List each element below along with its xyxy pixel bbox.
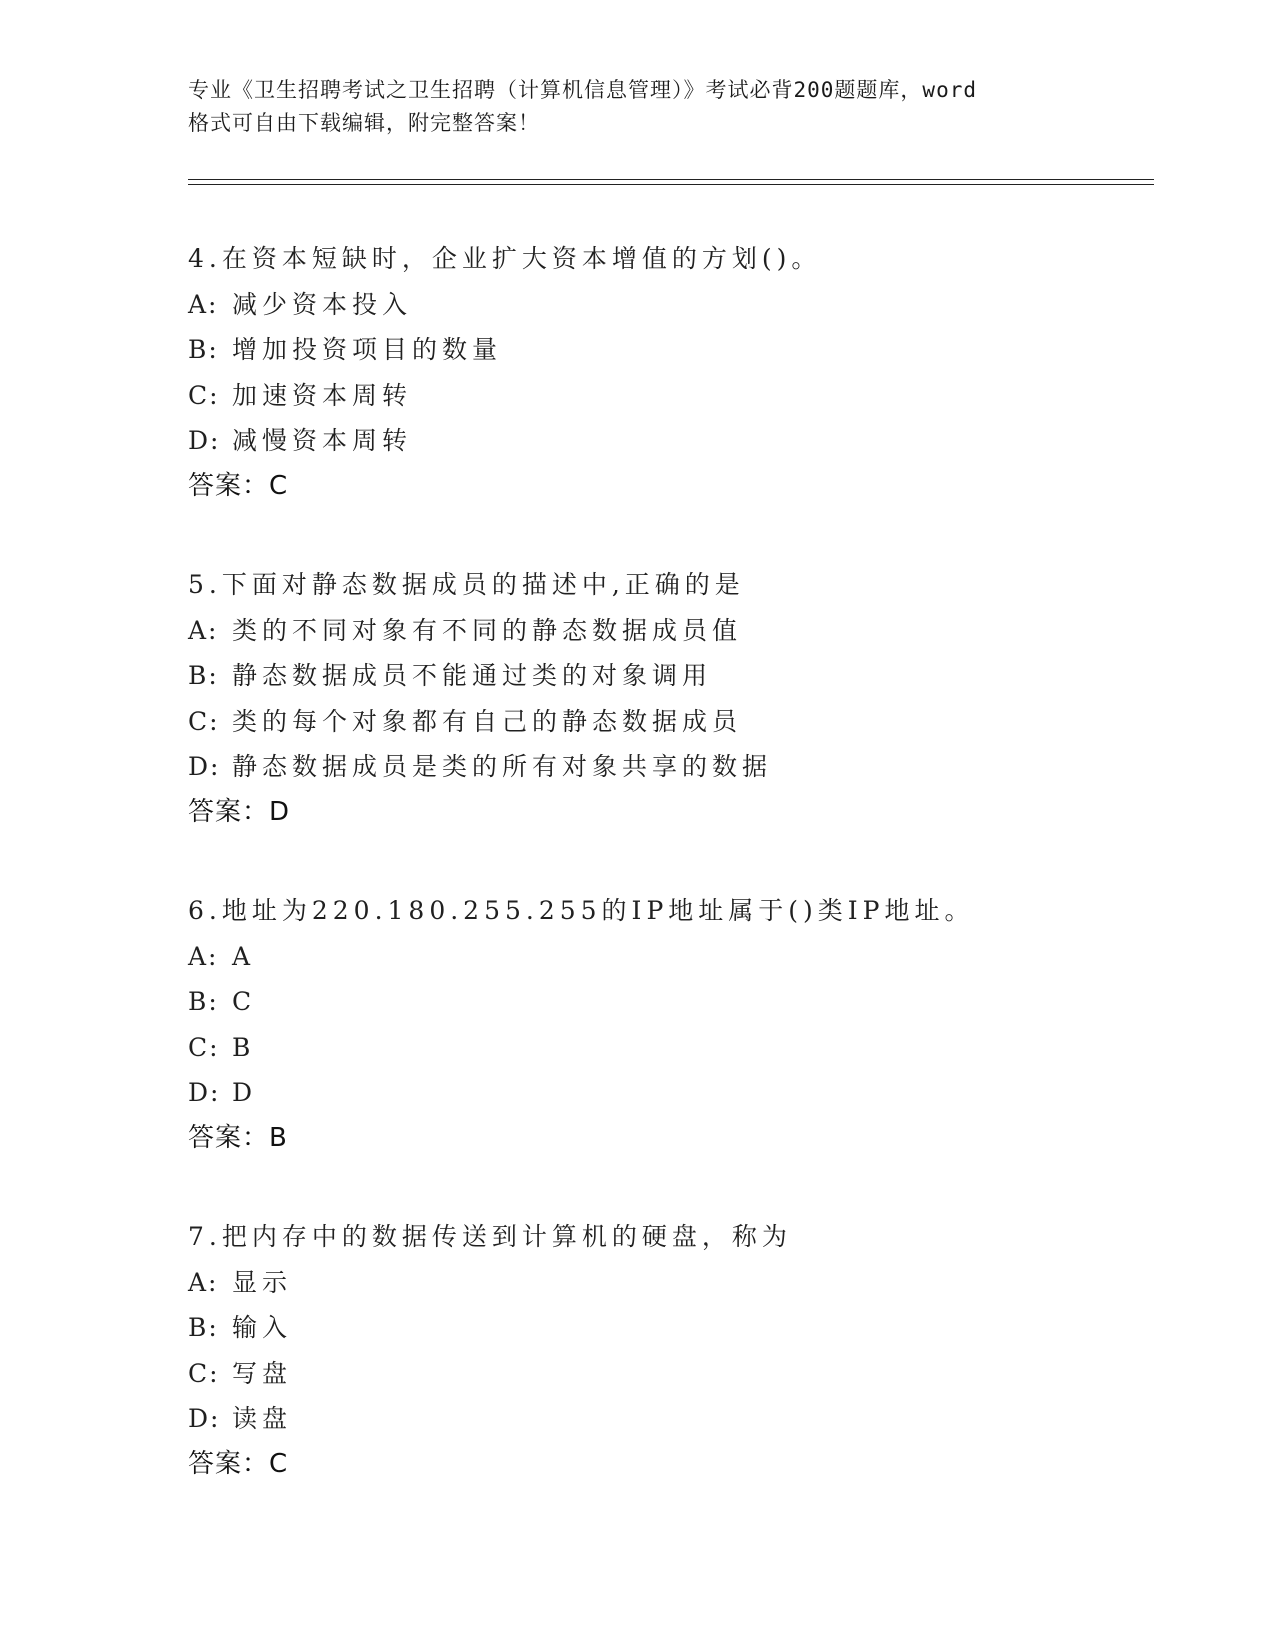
answer-line: 答案：C [188, 470, 289, 501]
answer-line: 答案：C [188, 1448, 289, 1479]
option-key: B: [188, 661, 219, 690]
option-a [188, 934, 1148, 980]
option-key: C: [188, 380, 220, 410]
option-text: C [232, 987, 257, 1016]
option-text: 减少资本投入 [232, 289, 413, 319]
option-d [188, 744, 1148, 790]
option-b [188, 979, 1148, 1025]
option-text: 输入 [232, 1313, 293, 1342]
answer-line: 答案：B [188, 1122, 288, 1153]
option-d [188, 1070, 1148, 1116]
option-text: 读盘 [232, 1404, 293, 1433]
header-line-1: 专业《卫生招聘考试之卫生招聘（计算机信息管理）》考试必背200题题库，word [188, 78, 977, 102]
option-c [188, 1351, 1148, 1397]
option-text: B [232, 1032, 256, 1062]
question-stem: 5.下面对静态数据成员的描述中,正确的是 [188, 570, 745, 599]
header-divider-top [188, 179, 1154, 180]
question-item [188, 1214, 1148, 1487]
option-text: A [232, 941, 256, 971]
option-key: D: [188, 752, 221, 781]
option-key: B: [188, 987, 219, 1016]
option-key: C: [188, 1032, 220, 1062]
question-list [188, 236, 1148, 1540]
option-key: C: [188, 706, 220, 736]
option-text: 类的每个对象都有自己的静态数据成员 [232, 706, 743, 736]
option-text: 加速资本周转 [232, 380, 413, 410]
option-text: 增加投资项目的数量 [232, 335, 503, 364]
option-text: 写盘 [232, 1358, 293, 1388]
question-stem: 7.把内存中的数据传送到计算机的硬盘，称为 [188, 1222, 792, 1251]
question-item [188, 562, 1148, 835]
option-key: A: [188, 289, 219, 319]
option-a [188, 1260, 1148, 1306]
option-key: C: [188, 1358, 220, 1388]
option-key: B: [188, 1313, 219, 1342]
option-b [188, 653, 1148, 699]
option-text: 显示 [232, 1267, 293, 1297]
document-header [188, 74, 1088, 140]
option-key: A: [188, 1267, 219, 1297]
option-key: B: [188, 335, 219, 364]
option-d [188, 1396, 1148, 1442]
option-c [188, 1025, 1148, 1071]
option-key: A: [188, 941, 219, 971]
question-item [188, 888, 1148, 1161]
answer-line: 答案：D [188, 796, 291, 827]
option-key: D: [188, 426, 221, 455]
header-divider-bottom [188, 184, 1154, 185]
option-b [188, 327, 1148, 373]
option-text: 静态数据成员是类的所有对象共享的数据 [232, 752, 773, 781]
option-a [188, 608, 1148, 654]
option-text: 类的不同对象有不同的静态数据成员值 [232, 615, 743, 645]
option-c [188, 699, 1148, 745]
option-key: D: [188, 1404, 221, 1433]
question-item [188, 236, 1148, 509]
option-a [188, 282, 1148, 328]
option-text: 减慢资本周转 [232, 426, 413, 455]
option-key: A: [188, 615, 219, 645]
question-stem: 6.地址为220.180.255.255的IP地址属于()类IP地址。 [188, 896, 975, 925]
option-text: 静态数据成员不能通过类的对象调用 [232, 661, 713, 690]
option-d [188, 418, 1148, 464]
option-text: D [232, 1078, 258, 1107]
header-line-2: 格式可自由下载编辑，附完整答案！ [188, 111, 540, 135]
option-c [188, 373, 1148, 419]
option-key: D: [188, 1078, 221, 1107]
question-stem: 4.在资本短缺时，企业扩大资本增值的方划()。 [188, 244, 822, 273]
option-b [188, 1305, 1148, 1351]
